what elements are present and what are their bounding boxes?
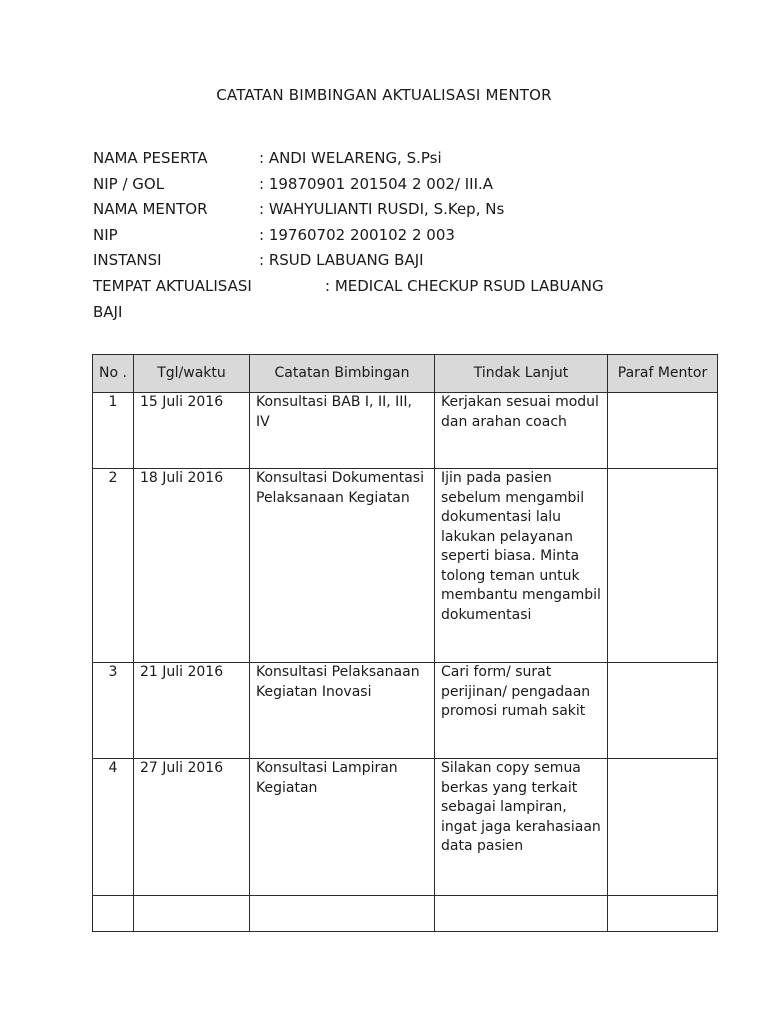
cell-catatan: Konsultasi Pelaksanaan Kegiatan Inovasi <box>250 663 435 759</box>
mentor-value: : WAHYULIANTI RUSDI, S.Kep, Ns <box>259 200 505 219</box>
cell-no: 3 <box>93 663 134 759</box>
cell-tgl: 15 Juli 2016 <box>134 393 250 469</box>
cell-tindak: Ijin pada pasien sebelum mengambil dokumentasi lalu lakukan pelayanan seperti biasa. Minta tolong teman untuk membantu mengambil dokumentasi <box>435 469 608 663</box>
instansi-value: : RSUD LABUANG BAJI <box>259 251 424 270</box>
header-no: No . <box>93 355 134 393</box>
tempat-value: : MEDICAL CHECKUP RSUD LABUANG <box>325 276 604 295</box>
cell-tgl: 21 Juli 2016 <box>134 663 250 759</box>
cell-paraf-empty <box>608 896 718 932</box>
peserta-value: : ANDI WELARENG, S.Psi <box>259 149 442 167</box>
cell-tindak-empty <box>435 896 608 932</box>
cell-no-empty <box>93 896 134 932</box>
tempat-label: TEMPAT AKTUALISASI <box>93 276 252 295</box>
tempat-continuation: BAJI <box>93 302 123 321</box>
table-row <box>93 759 718 896</box>
cell-tindak: Cari form/ surat perijinan/ pengadaan promosi rumah sakit <box>435 663 608 759</box>
cell-tindak: Kerjakan sesuai modul dan arahan coach <box>435 393 608 469</box>
instansi-label: INSTANSI <box>93 251 162 270</box>
cell-paraf <box>608 469 718 663</box>
nip-label: NIP <box>93 225 118 244</box>
mentor-label: NAMA MENTOR <box>93 200 208 219</box>
cell-paraf <box>608 759 718 896</box>
cell-no: 1 <box>93 393 134 469</box>
cell-catatan-empty <box>250 896 435 932</box>
cell-paraf <box>608 663 718 759</box>
table-row <box>93 663 718 759</box>
header-tindak: Tindak Lanjut <box>435 355 608 393</box>
cell-catatan: Konsultasi BAB I, II, III, IV <box>250 393 435 469</box>
cell-paraf <box>608 393 718 469</box>
table-header-row <box>93 355 718 393</box>
table-row <box>93 393 718 469</box>
cell-catatan: Konsultasi Dokumentasi Pelaksanaan Kegiatan <box>250 469 435 663</box>
peserta-label: NAMA PESERTA <box>93 149 208 167</box>
header-paraf: Paraf Mentor <box>608 355 718 393</box>
table-row-empty <box>93 896 718 932</box>
nip-gol-label: NIP / GOL <box>93 174 165 193</box>
mentoring-log-table <box>92 354 718 932</box>
cell-catatan: Konsultasi Lampiran Kegiatan <box>250 759 435 896</box>
header-catatan: Catatan Bimbingan <box>250 355 435 393</box>
cell-tgl: 27 Juli 2016 <box>134 759 250 896</box>
nip-value: : 19760702 200102 2 003 <box>259 225 455 244</box>
cell-tgl: 18 Juli 2016 <box>134 469 250 663</box>
document-title: CATATAN BIMBINGAN AKTUALISASI MENTOR <box>216 86 552 104</box>
cell-tgl-empty <box>134 896 250 932</box>
nip-gol-value: : 19870901 201504 2 002/ III.A <box>259 174 494 193</box>
cell-tindak: Silakan copy semua berkas yang terkait sebagai lampiran, ingat jaga kerahasiaan data pasien <box>435 759 608 896</box>
cell-no: 4 <box>93 759 134 896</box>
header-tgl: Tgl/waktu <box>134 355 250 393</box>
cell-no: 2 <box>93 469 134 663</box>
table-row <box>93 469 718 663</box>
